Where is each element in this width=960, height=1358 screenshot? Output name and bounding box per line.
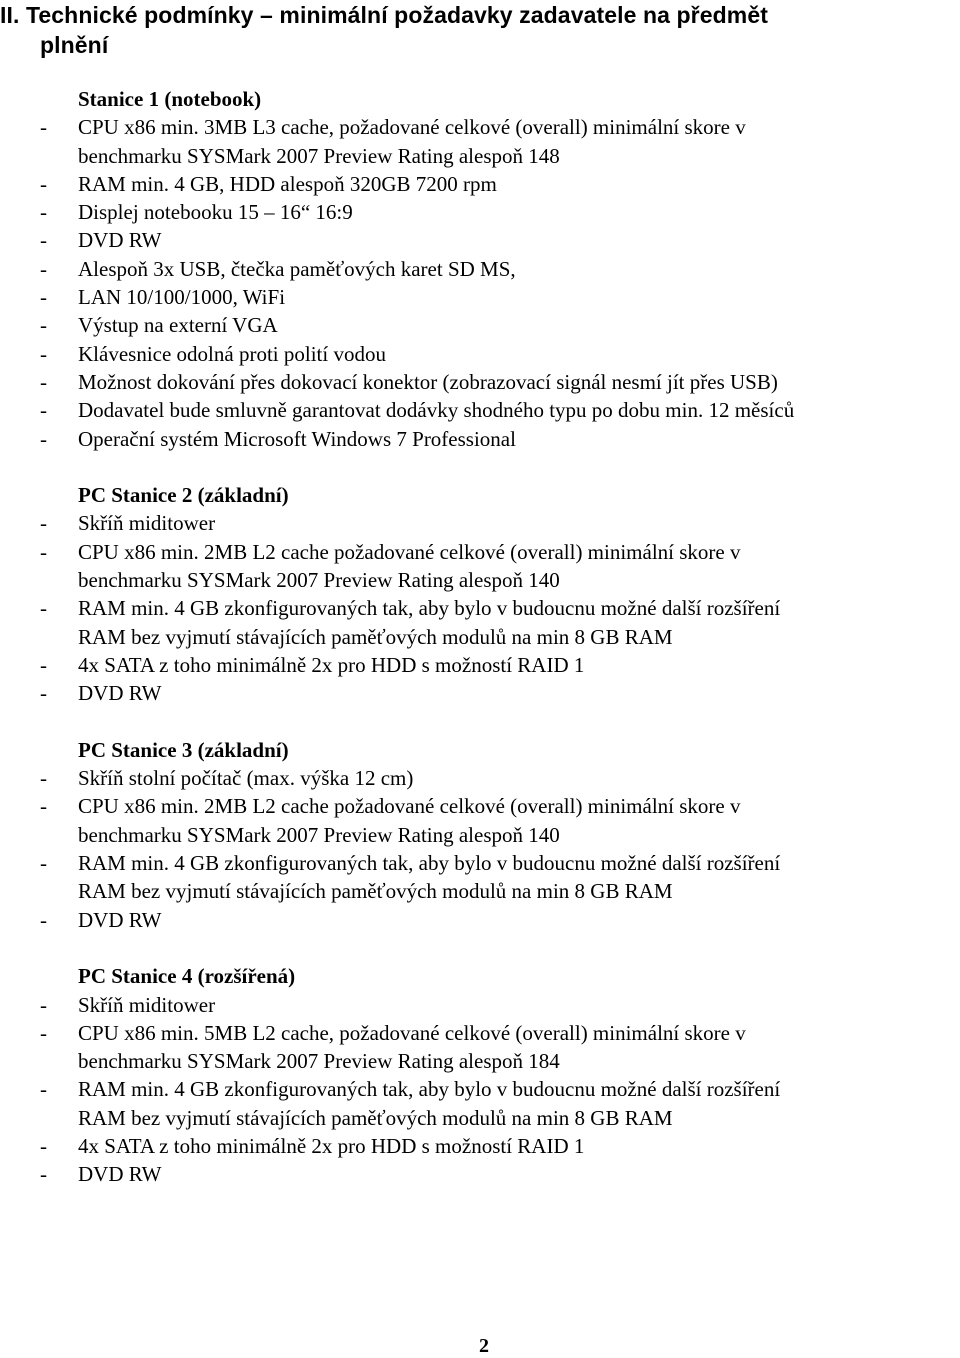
requirement-text: RAM min. 4 GB, HDD alespoň 320GB 7200 rpm bbox=[78, 171, 497, 196]
requirement-item bbox=[0, 255, 960, 283]
requirement-text: DVD RW bbox=[78, 681, 162, 706]
requirement-text: DVD RW bbox=[78, 228, 162, 253]
bullet-dash: - bbox=[40, 1020, 47, 1045]
requirement-item bbox=[0, 1160, 960, 1188]
requirement-text: RAM bez vyjmutí stávajících paměťových modulů na min 8 GB RAM bbox=[78, 879, 673, 904]
requirement-text: 4x SATA z toho minimálně 2x pro HDD s možností RAID 1 bbox=[78, 652, 585, 677]
requirement-text: RAM bez vyjmutí stávajících paměťových modulů na min 8 GB RAM bbox=[78, 624, 673, 649]
bullet-dash: - bbox=[40, 851, 47, 876]
bullet-dash: - bbox=[40, 115, 47, 140]
requirement-text: Výstup na externí VGA bbox=[78, 313, 278, 338]
bullet-dash: - bbox=[40, 1077, 47, 1102]
requirements-sections bbox=[0, 85, 960, 1217]
section-heading-line-1: II. Technické podmínky – minimální požadavky zadavatele na předmět bbox=[0, 2, 768, 28]
requirement-text: 4x SATA z toho minimálně 2x pro HDD s možností RAID 1 bbox=[78, 1133, 585, 1158]
station-2-title: PC Stanice 2 (základní) bbox=[78, 483, 289, 508]
requirement-item bbox=[0, 651, 960, 679]
requirement-item bbox=[0, 368, 960, 396]
requirement-text: Skříň miditower bbox=[78, 511, 216, 536]
bullet-dash: - bbox=[40, 398, 47, 423]
requirement-text: benchmarku SYSMark 2007 Preview Rating alespoň 184 bbox=[78, 1049, 560, 1074]
requirement-item bbox=[0, 594, 960, 651]
bullet-dash: - bbox=[40, 369, 47, 394]
requirement-item bbox=[0, 538, 960, 595]
bullet-dash: - bbox=[40, 992, 47, 1017]
bullet-dash: - bbox=[40, 652, 47, 677]
station-3-title: PC Stanice 3 (základní) bbox=[78, 737, 289, 762]
station-3-section bbox=[0, 736, 960, 934]
requirement-item bbox=[0, 679, 960, 707]
requirement-text: benchmarku SYSMark 2007 Preview Rating alespoň 148 bbox=[78, 143, 560, 168]
requirement-item bbox=[0, 792, 960, 849]
requirement-text: CPU x86 min. 2MB L2 cache požadované celkové (overall) minimální skore v bbox=[78, 794, 741, 819]
requirement-item bbox=[0, 906, 960, 934]
requirement-text: Dodavatel bude smluvně garantovat dodávky shodného typu po dobu min. 12 měsíců bbox=[78, 398, 795, 423]
bullet-dash: - bbox=[40, 511, 47, 536]
bullet-dash: - bbox=[40, 256, 47, 281]
requirement-text: DVD RW bbox=[78, 907, 162, 932]
requirement-item bbox=[0, 170, 960, 198]
section-heading bbox=[0, 0, 960, 60]
bullet-dash: - bbox=[40, 1162, 47, 1187]
requirement-text: benchmarku SYSMark 2007 Preview Rating alespoň 140 bbox=[78, 568, 560, 593]
requirement-text: LAN 10/100/1000, WiFi bbox=[78, 285, 286, 310]
requirement-item bbox=[0, 113, 960, 170]
requirement-item bbox=[0, 396, 960, 424]
requirement-text: Skříň stolní počítač (max. výška 12 cm) bbox=[78, 766, 414, 791]
requirement-text: benchmarku SYSMark 2007 Preview Rating alespoň 140 bbox=[78, 822, 560, 847]
station-1-section bbox=[0, 85, 960, 453]
bullet-dash: - bbox=[40, 794, 47, 819]
requirement-item bbox=[0, 311, 960, 339]
requirement-text: CPU x86 min. 5MB L2 cache, požadované celkové (overall) minimální skore v bbox=[78, 1020, 746, 1045]
station-3-requirements bbox=[0, 764, 960, 934]
bullet-dash: - bbox=[40, 596, 47, 621]
requirement-text: Displej notebooku 15 – 16“ 16:9 bbox=[78, 200, 353, 225]
station-1-requirements bbox=[0, 113, 960, 453]
requirement-text: RAM min. 4 GB zkonfigurovaných tak, aby bylo v budoucnu možné další rozšíření bbox=[78, 1077, 781, 1102]
bullet-dash: - bbox=[40, 1133, 47, 1158]
station-4-section bbox=[0, 962, 960, 1188]
bullet-dash: - bbox=[40, 313, 47, 338]
requirement-text: Operační systém Microsoft Windows 7 Professional bbox=[78, 426, 516, 451]
station-2-section bbox=[0, 481, 960, 707]
requirement-text: CPU x86 min. 3MB L3 cache, požadované celkové (overall) minimální skore v bbox=[78, 115, 746, 140]
requirement-item bbox=[0, 764, 960, 792]
requirement-text: Skříň miditower bbox=[78, 992, 216, 1017]
bullet-dash: - bbox=[40, 341, 47, 366]
bullet-dash: - bbox=[40, 907, 47, 932]
bullet-dash: - bbox=[40, 681, 47, 706]
bullet-dash: - bbox=[40, 426, 47, 451]
requirement-item bbox=[0, 425, 960, 453]
station-4-title: PC Stanice 4 (rozšířená) bbox=[78, 964, 296, 989]
requirement-item bbox=[0, 991, 960, 1019]
bullet-dash: - bbox=[40, 285, 47, 310]
requirement-item bbox=[0, 1132, 960, 1160]
requirement-item bbox=[0, 1019, 960, 1076]
station-4-requirements bbox=[0, 991, 960, 1189]
bullet-dash: - bbox=[40, 539, 47, 564]
station-2-requirements bbox=[0, 509, 960, 707]
bullet-dash: - bbox=[40, 228, 47, 253]
bullet-dash: - bbox=[40, 766, 47, 791]
requirement-item bbox=[0, 226, 960, 254]
requirement-text: RAM min. 4 GB zkonfigurovaných tak, aby bylo v budoucnu možné další rozšíření bbox=[78, 596, 781, 621]
requirement-text: RAM bez vyjmutí stávajících paměťových modulů na min 8 GB RAM bbox=[78, 1105, 673, 1130]
requirement-text: RAM min. 4 GB zkonfigurovaných tak, aby bylo v budoucnu možné další rozšíření bbox=[78, 851, 781, 876]
requirement-text: CPU x86 min. 2MB L2 cache požadované celkové (overall) minimální skore v bbox=[78, 539, 741, 564]
requirement-text: Alespoň 3x USB, čtečka paměťových karet SD MS, bbox=[78, 256, 516, 281]
bullet-dash: - bbox=[40, 200, 47, 225]
page-number: 2 bbox=[479, 1335, 489, 1357]
requirement-item bbox=[0, 283, 960, 311]
requirement-text: DVD RW bbox=[78, 1162, 162, 1187]
requirement-item bbox=[0, 198, 960, 226]
requirement-item bbox=[0, 340, 960, 368]
requirement-item bbox=[0, 849, 960, 906]
requirement-text: Klávesnice odolná proti polití vodou bbox=[78, 341, 386, 366]
requirement-item bbox=[0, 1075, 960, 1132]
requirement-item bbox=[0, 509, 960, 537]
station-1-title: Stanice 1 (notebook) bbox=[78, 87, 262, 111]
bullet-dash: - bbox=[40, 171, 47, 196]
section-heading-line-2: plnění bbox=[40, 32, 109, 58]
requirement-text: Možnost dokování přes dokovací konektor (zobrazovací signál nesmí jít přes USB) bbox=[78, 369, 778, 394]
